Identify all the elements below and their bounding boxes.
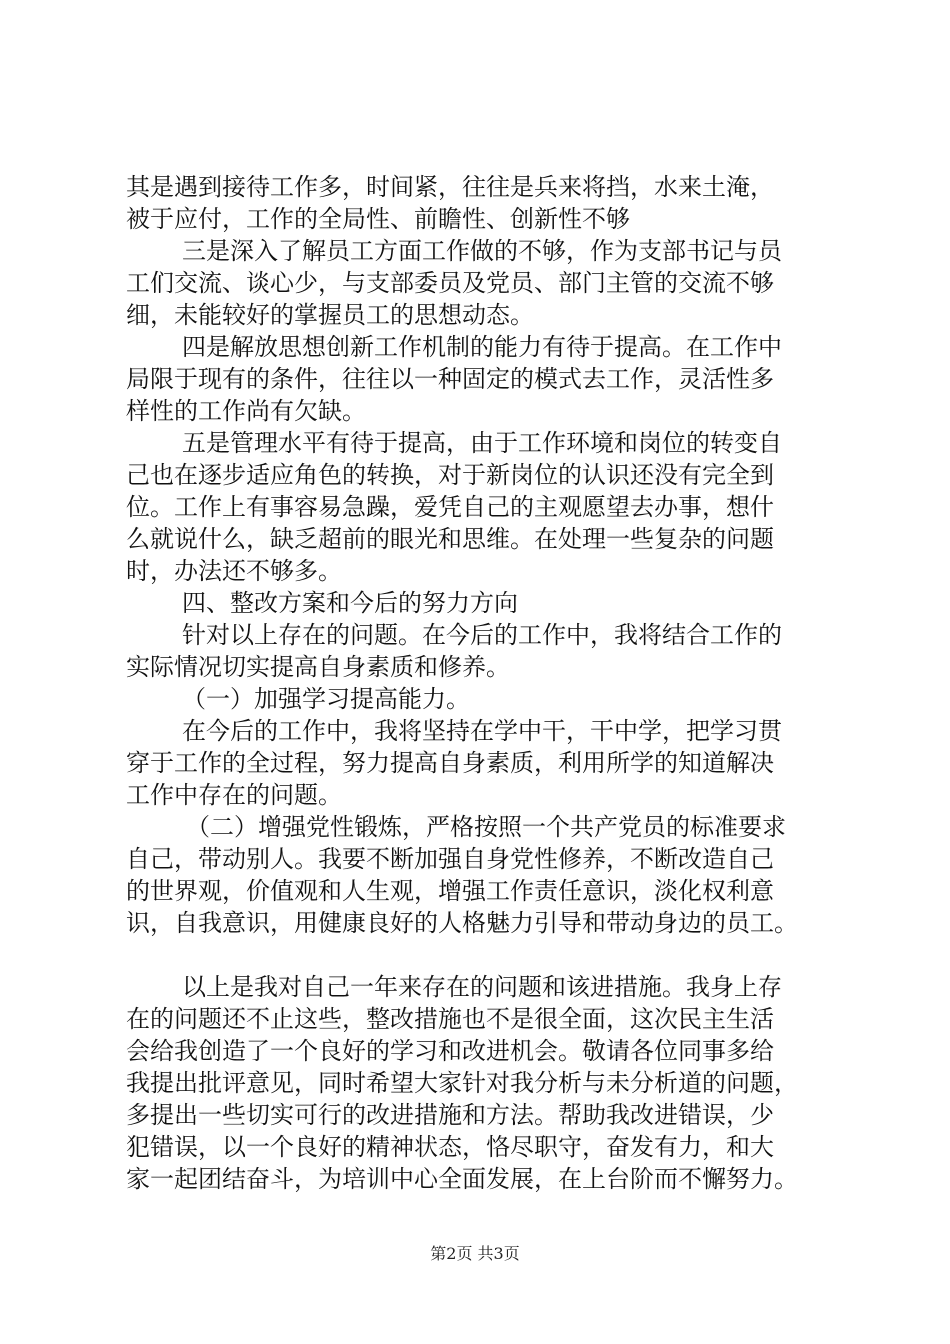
paragraph-start: 五是管理水平有待于提高，由于工作环境和岗位的转变自 bbox=[182, 429, 782, 457]
text-line: 时，办法还不够多。 bbox=[126, 557, 342, 585]
text-line: 局限于现有的条件，往往以一种固定的模式去工作，灵活性多 bbox=[126, 365, 774, 393]
text-line: 我提出批评意见，同时希望大家针对我分析与未分析道的问题， bbox=[126, 1069, 798, 1097]
blank-line bbox=[126, 939, 836, 971]
text-line: 犯错误，以一个良好的精神状态，恪尽职守，奋发有力，和大 bbox=[126, 1133, 774, 1161]
text-line: 在的问题还不止这些，整改措施也不是很全面，这次民主生活 bbox=[126, 1005, 774, 1033]
paragraph-start: 针对以上存在的问题。在今后的工作中，我将结合工作的 bbox=[182, 621, 782, 649]
text-line: 位。工作上有事容易急躁，爱凭自己的主观愿望去办事，想什 bbox=[126, 493, 774, 521]
text-line: 多提出一些切实可行的改进措施和方法。帮助我改进错误，少 bbox=[126, 1101, 774, 1129]
text-line: 其是遇到接待工作多，时间紧，往往是兵来将挡，水来土淹， bbox=[126, 173, 774, 201]
text-line: 自己，带动别人。我要不断加强自身党性修养，不断改造自己 bbox=[126, 845, 774, 873]
text-line: 实际情况切实提高自身素质和修养。 bbox=[126, 653, 510, 681]
text-line: 会给我创造了一个良好的学习和改进机会。敬请各位同事多给 bbox=[126, 1037, 774, 1065]
subsection-heading: （二）增强党性锻炼，严格按照一个共产党员的标准要求 bbox=[186, 813, 786, 841]
text-line: 家一起团结奋斗，为培训中心全面发展，在上台阶而不懈努力。 bbox=[126, 1165, 798, 1193]
text-line: 的世界观，价值观和人生观，增强工作责任意识，淡化权利意 bbox=[126, 877, 774, 905]
document-body bbox=[126, 171, 836, 1195]
paragraph-start: 以上是我对自己一年来存在的问题和该进措施。我身上存 bbox=[182, 973, 782, 1001]
text-line: 工们交流、谈心少，与支部委员及党员、部门主管的交流不够 bbox=[126, 269, 774, 297]
text-line: 样性的工作尚有欠缺。 bbox=[126, 397, 366, 425]
text-line: 被于应付，工作的全局性、前瞻性、创新性不够 bbox=[126, 205, 630, 233]
paragraph-start: 四是解放思想创新工作机制的能力有待于提高。在工作中 bbox=[182, 333, 782, 361]
paragraph-start: 三是深入了解员工方面工作做的不够，作为支部书记与员 bbox=[182, 237, 782, 265]
section-heading: 四、整改方案和今后的努力方向 bbox=[182, 589, 518, 617]
text-line: 么就说什么，缺乏超前的眼光和思维。在处理一些复杂的问题 bbox=[126, 525, 774, 553]
text-line: 己也在逐步适应角色的转换，对于新岗位的认识还没有完全到 bbox=[126, 461, 774, 489]
subsection-heading: （一）加强学习提高能力。 bbox=[182, 685, 470, 713]
text-line: 穿于工作的全过程，努力提高自身素质，利用所学的知道解决 bbox=[126, 749, 774, 777]
page-number-footer: 第2页 共3页 bbox=[430, 1244, 520, 1263]
paragraph-start: 在今后的工作中，我将坚持在学中干，干中学，把学习贯 bbox=[182, 717, 782, 745]
text-line: 细，未能较好的掌握员工的思想动态。 bbox=[126, 301, 534, 329]
text-line: 识，自我意识，用健康良好的人格魅力引导和带动身边的员工。 bbox=[126, 909, 798, 937]
text-line: 工作中存在的问题。 bbox=[126, 781, 342, 809]
